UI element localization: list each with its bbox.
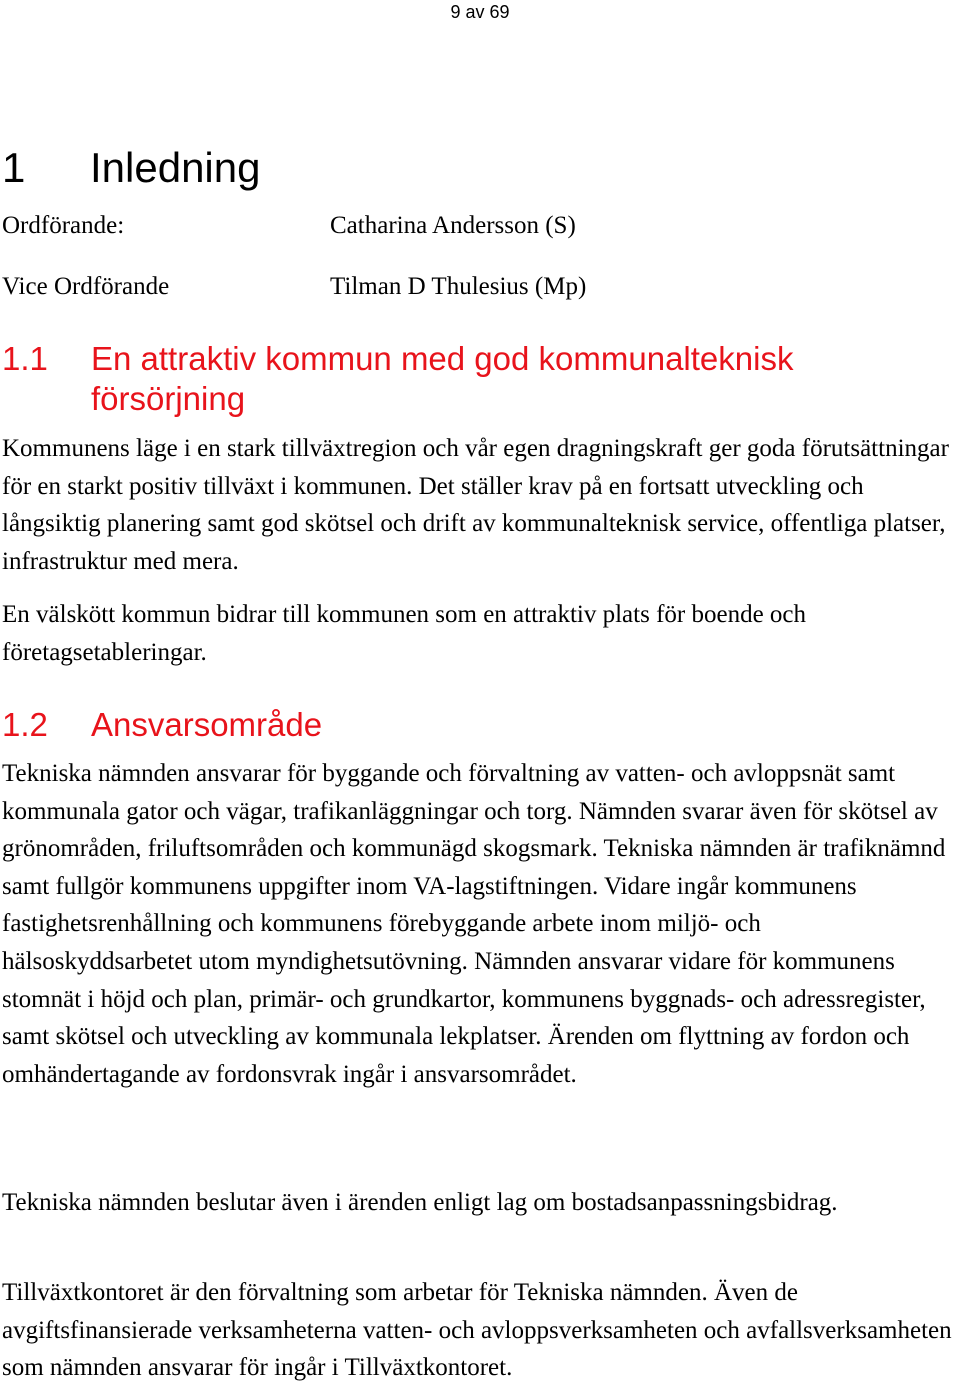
meta-label: Vice Ordförande xyxy=(2,273,170,300)
paragraph: En välskött kommun bidrar till kommunen som en attraktiv plats för boende och företagsetableringar. xyxy=(2,601,807,666)
heading-1-1-title: En attraktiv kommun med god kommunalteknisk försörjning xyxy=(91,340,794,417)
heading-1-1-number: 1.1 xyxy=(2,340,48,377)
paragraph: Tekniska nämnden ansvarar för byggande och förvaltning av vatten- och avloppsnät samt kommunala gator och vägar, trafikanläggningar och torg. Nämnden svarar även för skötsel av grönområden, friluftsområden och kommunägd skogsmark. Tekniska nämnden är trafiknämnd samt fullgör kommunens uppgifter inom VA-lagstiftningen. Vidare ingår kommunens fastighetsrenhållning och kommunens förebyggande arbete inom miljö- och hälsoskyddsarbetet utom myndighetsutövning. Nämnden ansvarar vidare för kommunens stomnät i höjd och plan, primär- och grundkartor, kommunens byggnads- och adressregister, samt skötsel och utveckling av kommunala lekplatser. Ärenden om flyttning av fordon och omhändertagande av fordonsvrak ingår i ansvarsområdet. xyxy=(2,760,946,1088)
paragraph: Kommunens läge i en stark tillväxtregion och vår egen dragningskraft ger goda förutsättningar för en starkt positiv tillväxt i kommunen. Det ställer krav på en fortsatt utveckling och långsiktig planering samt god skötsel och drift av kommunalteknisk service, offentliga platser, infrastruktur med mera. xyxy=(2,435,949,575)
heading-1-1 xyxy=(2,339,942,419)
paragraph: Tillväxtkontoret är den förvaltning som arbetar för Tekniska nämnden. Även de avgiftsfinansierade verksamheterna vatten- och avloppsverksamheten och avfallsverksamheten som nämnden ansvarar för ingår i Tillväxtkontoret. xyxy=(2,1279,952,1382)
heading-1-2-title: Ansvarsområde xyxy=(91,706,323,743)
heading-1-number: 1 xyxy=(2,144,26,191)
heading-1-2-number: 1.2 xyxy=(2,706,48,743)
paragraph: Tekniska nämnden beslutar även i ärenden enligt lag om bostadsanpassningsbidrag. xyxy=(2,1189,838,1216)
meta-value: Catharina Andersson (S) xyxy=(330,212,576,239)
meta-row-chair xyxy=(2,209,942,243)
page-number: 9 av 69 xyxy=(450,2,510,22)
heading-1-title: Inledning xyxy=(90,144,261,191)
meta-row-vice-chair xyxy=(2,270,942,304)
heading-1 xyxy=(2,142,260,194)
meta-label: Ordförande: xyxy=(2,212,125,239)
heading-1-2 xyxy=(2,705,942,745)
meta-value: Tilman D Thulesius (Mp) xyxy=(330,273,587,300)
